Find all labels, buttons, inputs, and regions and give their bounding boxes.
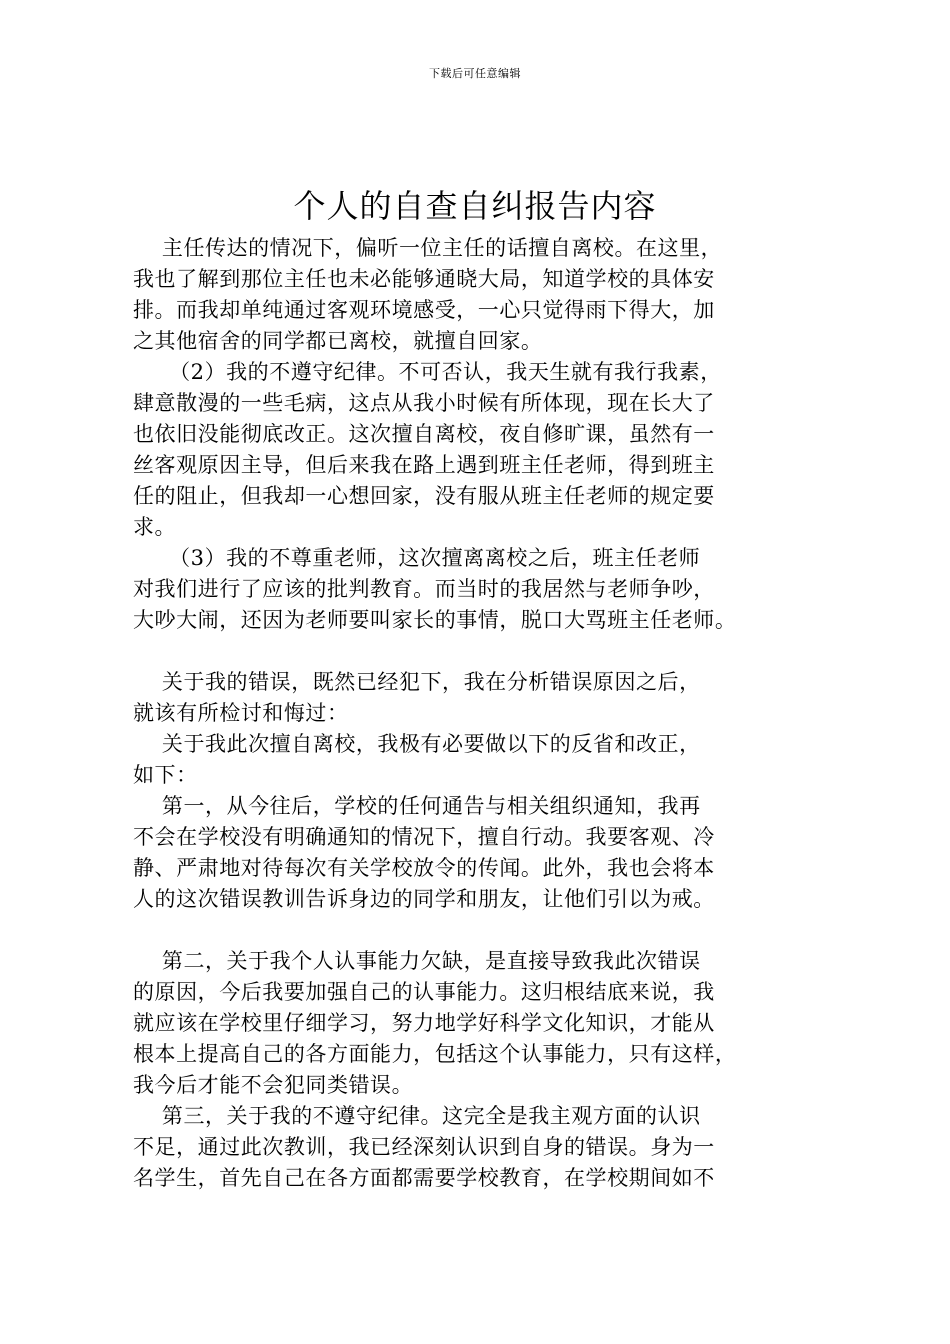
text-line: 第一，从今往后，学校的任何通告与相关组织通知，我再 — [133, 794, 701, 818]
text-line: 主任传达的情况下，偏听一位主任的话擅自离校。在这里， — [133, 236, 723, 260]
text-line: 肆意散漫的一些毛病，这点从我小时候有所体现，现在长大了 — [133, 391, 715, 415]
text-line: 排。而我却单纯通过客观环境感受，一心只觉得雨下得大，加 — [133, 298, 715, 322]
text-line: 不会在学校没有明确通知的情况下，擅自行动。我要客观、冷 — [133, 825, 715, 849]
paragraph-4 — [133, 667, 833, 729]
text-line: 根本上提高自己的各方面能力，包括这个认事能力，只有这样， — [133, 1042, 737, 1066]
text-line: 就应该在学校里仔细学习，努力地学好科学文化知识，才能从 — [133, 1011, 715, 1035]
text-line: 关于我此次擅自离校，我极有必要做以下的反省和改正， — [133, 732, 701, 756]
paragraph-7 — [133, 946, 833, 1101]
text-line: 人的这次错误教训告诉身边的同学和朋友，让他们引以为戒。 — [133, 887, 715, 911]
text-line: 任的阻止，但我却一心想回家，没有服从班主任老师的规定要 — [133, 484, 715, 508]
paragraph-2 — [133, 357, 833, 543]
header-note: 下载后可任意编辑 — [429, 67, 521, 80]
paragraph-spacer — [133, 915, 833, 946]
text-line: 我也了解到那位主任也未必能够通晓大局，知道学校的具体安 — [133, 267, 715, 291]
text-line: 静、严肃地对待每次有关学校放令的传闻。此外，我也会将本 — [133, 856, 715, 880]
text-line: 也依旧没能彻底改正。这次擅自离校，夜自修旷课，虽然有一 — [133, 422, 715, 446]
text-line: 我今后才能不会犯同类错误。 — [133, 1073, 414, 1097]
text-line: 之其他宿舍的同学都已离校，就擅自回家。 — [133, 329, 543, 353]
text-line: 对我们进行了应该的批判教育。而当时的我居然与老师争吵， — [133, 577, 715, 601]
text-line: 第二，关于我个人认事能力欠缺，是直接导致我此次错误 — [133, 949, 701, 973]
text-line: 求。 — [133, 515, 177, 539]
paragraph-spacer — [133, 636, 833, 667]
text-line: 大吵大闹，还因为老师要叫家长的事情，脱口大骂班主任老师。 — [133, 608, 737, 632]
paragraph-5 — [133, 729, 833, 791]
text-line: 如下： — [133, 763, 198, 787]
text-line: 不足，通过此次教训，我已经深刻认识到自身的错误。身为一 — [133, 1135, 715, 1159]
text-line: 关于我的错误，既然已经犯下，我在分析错误原因之后， — [133, 670, 701, 694]
text-line: 第三，关于我的不遵守纪律。这完全是我主观方面的认识 — [133, 1104, 701, 1128]
text-line: （3）我的不尊重老师，这次擅离离校之后，班主任老师 — [133, 546, 701, 570]
text-line: 就该有所检讨和悔过： — [133, 701, 349, 725]
text-line: （2）我的不遵守纪律。不可否认，我天生就有我行我素， — [133, 360, 722, 384]
document-body — [133, 233, 833, 1194]
paragraph-1 — [133, 233, 833, 357]
text-line: 丝客观原因主导，但后来我在路上遇到班主任老师，得到班主 — [133, 453, 715, 477]
text-line: 名学生，首先自己在各方面都需要学校教育，在学校期间如不 — [133, 1166, 715, 1190]
paragraph-3 — [133, 543, 833, 636]
paragraph-8 — [133, 1101, 833, 1194]
paragraph-6 — [133, 791, 833, 915]
text-line: 的原因，今后我要加强自己的认事能力。这归根结底来说，我 — [133, 980, 715, 1004]
page-title: 个人的自查自纠报告内容 — [293, 187, 657, 225]
